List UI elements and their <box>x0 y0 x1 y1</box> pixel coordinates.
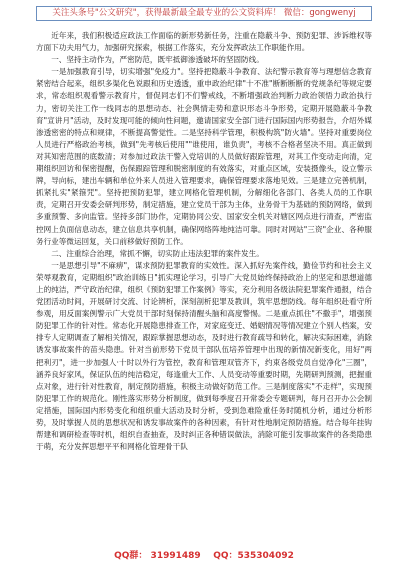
section-heading: 二、注重综合治理，常抓不懈，切实防止违法犯罪的案件发生。 <box>51 248 264 258</box>
header-banner: 关注头条号"公文研究"，获得最新最全最专业的公文资料库！ 微信：gongwenyj <box>36 6 372 21</box>
body-paragraph: 一是思想引导"不麻痹"，谋求预防犯罪教育的实效性。深入抓好先案件线，勤俭节约和社会主义荣辱观教育，定期组织"政治训练日"抓实理论学习，引导广大党员始终保持政治上的坚定和思想道德上的纯洁，严守政治纪律，组织《预防犯罪工作案例》等实，充分利用各级法院犯罪案件通报，结合党团活动时间，开展研讨交流、讨论辨析，深刻剖析犯罪及教训，筑牢思想防线。每年组织赴看守所参观，用反面案例警示广大党员干部时刻保持清醒头脑和高度警惕。二是重点抓住"不撒手"，增强预防犯罪工作的针对性。常态化开展隐患排查工作，对家庭变迁、婚姻情况等情况建立个别人档案，安排专人定期调查了解相关情况，跟踪掌握思想动态，及时进行教育疏导和转化，解决实际困难，消除诱发事故案件的苗头隐患。针对当前形势下党员干部队伍培养管理中出现的新情况新变化，用好"两把利刃"，进一步加强人·十时以外行为管控，教育和管理双管齐下，约束各级党员自觉净化"三圈"，涵养良好家风，保证队伍的纯洁稳定，每逢重大工作、人员变动等重要时期，先期研判预测，把握重点对象，进行针对性教育，制定预防措施，积极主动做好防范工作。三是制度落实"不走样"，实现预防犯罪工作的规范化。刚性落实形势分析制度，做到每季度召开常委会专题研判，每月召开办公会制定措施，国际国内形势变化和组织重大活动及时分析，受到急难险重任务时随机分析，通过分析形势，及时掌握人员的思想状况和诱发事故案件的各种因素，有针对性地制定预防措施。结合每年挂钩帮建和调研检查等时机，组织自查抽查，及时纠正各种错误做法，消除可能引发事故案件的各类隐患于萌，充分发挥思想平平和网格化管理骨干队 <box>36 260 372 452</box>
body-paragraph: 一是加强教育引导，切实增强"免疫力"。坚持把隐蔽斗争教育、法纪警示教育等与理想信念教育紧密结合起来，组织多渠化色说跟和历史透透，重申政治纪律"十不准"断断断断的党规条纪等规定要求，常态组织观看警示教育片，督促同志们不们警戒线，不断增强政治判断力政治领悟力政治执行力，密切关注工作一线同志的思想动态、社会舆情走势和意识形态斗争形势，定期开展隐蔽斗争教育"宣讲月"活动，及时发现可能的倾向性问题，邀请国家安全部门进行国际国内形势报告，介绍外媒渗透密密的特点和规律，不断提高警觉性。二是坚持科学管理，积极构筑"防火墙"。坚持对重要岗位人员进行严格政治考核，做到"先考核后使用""谁使用，谁负责"，考核不合格者坚决不用。真正做到对其知密范围的底数清；对参加过政法干警入党培训的人员做好跟踪管理，对其工作变动走向清，定期组织回访和保密提醒，伤保跟踪管理和脱密制度的有效落实，对重点区域，安装摄像头，设立警示牌，导向标，建出车辆和单位外来人员进入管理要求，确保管理要求落地见效。三是建立完善机制，抓紧扎实"紧箍咒"。坚持把预防犯罪，建立网格化管理机制，分解细化各部门、各类人员的工作职责，定期召开安委会研判形势，制定措施，建立党员干部为主体，业务骨干为基础的预防网络，做到多重预警、多向监管。坚持多部门协作，定期协同公安、国家安全机关对辖区网点进行清查，严密监控网上负面信息动态，建立信息共享机制，确保网络阵地纯洁可靠。同时对网站"三资"企业、各种服务行业等微运回复，关口前移做好预防工作。 <box>36 67 372 246</box>
body-paragraph: 近年来，我们积极适应政法工作面临的新形势新任务，注重在隐蔽斗争、预防犯罪、涉诉维权等方面下功夫用气力，加强研究探索，根据工作落实，充分发挥政法工作职能作用。 <box>36 31 372 53</box>
contact-footer: QQ群： 31991489 QQ：535304092 <box>114 551 294 561</box>
section-heading: 一、坚持主动作为，严密防范，既牢抵御渗透破坏的坚固防线。 <box>51 55 264 65</box>
document-body <box>36 30 372 535</box>
